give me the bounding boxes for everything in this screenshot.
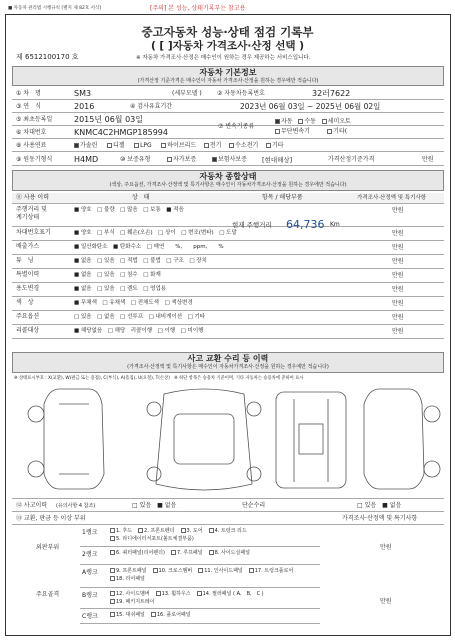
condition-row-unit: 만원: [392, 244, 404, 251]
part-label: 16. 플로어패널: [156, 612, 191, 618]
warranty-insurer: 보험사보증: [218, 156, 247, 163]
right-side-view: [364, 389, 440, 489]
part-checkbox[interactable]: [110, 536, 115, 541]
condition-row-label: 주행거리 및 계기상태: [16, 206, 47, 221]
rank-row: [80, 548, 320, 565]
checkbox-hydrogen[interactable]: [229, 143, 234, 148]
part-label: 3. 도어: [186, 528, 203, 534]
part-label: 11. 인사이드패널: [204, 568, 243, 574]
checkbox-insurer-warranty[interactable]: [212, 157, 217, 162]
part-label: 5. 라디에이터서포트(볼트체결부품): [116, 536, 194, 542]
condition-row-label: 차대번호표기: [16, 229, 51, 236]
rank-label: 1랭크: [82, 529, 98, 536]
trans-opt-manual: 수동: [304, 118, 316, 125]
simple-repair-options: □ 있음 ■ 없음: [357, 502, 402, 509]
condition-row-unit: 만원: [392, 328, 404, 335]
condition-row: [12, 228, 444, 241]
condition-row-options: ■ 없음 □ 있음 □ 침수 □ 화재: [74, 272, 161, 278]
part-checkbox[interactable]: [197, 591, 202, 596]
part-checkbox[interactable]: [151, 612, 156, 617]
regulation-note: ■ 자동차 관리법 시행규칙 [별지 제 82호 서식]: [8, 6, 102, 11]
condition-row: [12, 242, 444, 255]
condition-row-options: ■ 없음 □ 있음 □ 렌트 □ 영업용: [74, 286, 167, 292]
fuel-hybrid: 하이브리드: [167, 142, 197, 149]
condition-row-label: 리콜대상: [16, 327, 40, 334]
part-label: 10. 크로스멤버: [158, 568, 193, 574]
col-item: 항목 / 해당부품: [262, 194, 303, 201]
form-subtitle: ( [ ]자동차 가격조사·산정 선택 ): [150, 40, 305, 52]
condition-row-label: 색 상: [16, 299, 34, 306]
label-first-reg: ⑤ 최초등록일: [16, 116, 53, 123]
rank-parts: [110, 611, 315, 619]
basic-info-header: [12, 66, 444, 86]
part-label: 6. 쿼터패널(리어펜더): [116, 550, 165, 556]
part-checkbox[interactable]: [209, 550, 214, 555]
checkbox-auto[interactable]: [275, 119, 280, 124]
reference-note: [주의] 본 성능, 상태기록부는 참고용: [150, 5, 246, 12]
major-unit: 만원: [380, 598, 392, 605]
accident-options: □ 있음 ■ 없음: [132, 502, 177, 509]
history-title: 사고 교환 수리 등 이력: [187, 354, 269, 363]
trans-opt-semi: 세미오토: [327, 118, 351, 125]
condition-col-headers: [12, 193, 444, 204]
part-checkbox[interactable]: [156, 591, 161, 596]
condition-row-unit: 만원: [392, 300, 404, 307]
part-checkbox[interactable]: [110, 568, 115, 573]
checkbox-fuel-other[interactable]: [266, 143, 271, 148]
condition-header: [12, 170, 444, 191]
condition-row: [12, 326, 444, 339]
base-price-unit: 만원: [422, 156, 434, 163]
rank-row: [80, 610, 320, 624]
fuel-lpg: LPG: [140, 142, 152, 149]
row-fuel: [12, 140, 444, 152]
part-label: 1. 후드: [116, 528, 133, 534]
condition-row-unit: 만원: [392, 272, 404, 279]
part-label: 12. 사이드멤버: [116, 591, 150, 597]
label-exchange-price: 가격조사·산정액 및 특기사항: [342, 515, 418, 522]
fuel-electric: 전기: [209, 142, 222, 149]
warranty-self: 자가보증: [173, 156, 197, 163]
part-checkbox[interactable]: [209, 528, 214, 533]
col-price: 가격조사·산정액 및 특기사항: [357, 195, 427, 201]
part-checkbox[interactable]: [198, 568, 203, 573]
condition-title: 자동차 종합상태: [199, 172, 257, 181]
label-engine: ⑨ 원동기형식: [16, 156, 53, 163]
trans-opt-cvt: 무단변속기: [281, 128, 310, 135]
fuel-options: [74, 141, 284, 151]
label-mileage: 현재 주행거리: [232, 221, 272, 229]
first-reg-value: 2015년 06월 03일: [74, 115, 143, 124]
fuel-diesel: 디젤: [112, 142, 125, 149]
checkbox-hybrid[interactable]: [161, 143, 166, 148]
condition-row-label: 특별이력: [16, 271, 40, 278]
condition-row-label: 주요옵션: [16, 313, 40, 320]
part-checkbox[interactable]: [181, 528, 186, 533]
part-checkbox[interactable]: [153, 568, 158, 573]
condition-row: [12, 284, 444, 297]
part-label: 13. 휠하우스: [161, 591, 191, 597]
trans-opt-auto: 자동: [281, 118, 293, 125]
basic-info-note: (가격산정 기준가격은 매수인이 자동차 가격조사·산정을 원하는 경우에만 적습니다): [137, 78, 319, 84]
condition-row-unit: 만원: [392, 314, 404, 321]
row-accident: [12, 498, 444, 512]
part-checkbox[interactable]: [110, 599, 115, 604]
label-car-name: ① 차 명: [16, 90, 41, 97]
detail-model-label: (세부모델 ): [172, 90, 202, 97]
label-major-frame: 주요골격: [36, 591, 60, 598]
label-base-price: 가격산정기준가격: [328, 156, 375, 163]
checkbox-gasoline[interactable]: [74, 143, 79, 148]
part-label: 14. 필러패널 ( A, B, C ): [202, 591, 264, 597]
fuel-hydrogen: 수소전기: [235, 142, 259, 149]
vin-value: KNMC4C2HMGP185994: [74, 128, 168, 137]
condition-row: [12, 256, 444, 269]
part-checkbox[interactable]: [110, 591, 115, 596]
part-checkbox[interactable]: [110, 576, 115, 581]
engine-value: H4MD: [74, 155, 99, 164]
underbody-view: [276, 392, 346, 488]
label-warranty: ⑩ 보증유형: [120, 156, 151, 163]
condition-row-options: ■ 무채색 □ 유채색 □ 전체도색 □ 색상변경: [74, 300, 193, 306]
part-checkbox[interactable]: [249, 568, 254, 573]
condition-row: [12, 298, 444, 311]
condition-row-options: ■ 양호 □ 부식 □ 훼손(오손) □ 상이 □ 변조(변타) □ 도말: [74, 230, 237, 236]
col-state: 상 태: [132, 194, 150, 201]
label-year: ③ 연 식: [16, 103, 41, 110]
part-label: 18. 리어패널: [116, 576, 145, 582]
rank-parts: [110, 567, 315, 583]
checkbox-electric[interactable]: [204, 143, 209, 148]
car-name-value: SM3: [74, 89, 92, 98]
basic-info-title: 자동차 기본정보: [199, 68, 257, 77]
part-checkbox[interactable]: [110, 612, 115, 617]
left-side-view: [28, 389, 104, 489]
top-view: [147, 389, 261, 490]
row-car-name: [12, 88, 444, 100]
condition-row-unit: 만원: [392, 258, 404, 265]
condition-row-label: 튜 닝: [16, 257, 34, 264]
label-fuel: ⑧ 사용연료: [16, 142, 47, 149]
label-reg-number: ② 자동차등록번호: [217, 90, 265, 97]
label-accident: ⑫ 사고이력: [16, 502, 48, 509]
history-note: (가격조사·산정액 및 특기사항은 매수인이 자동차가격조사·산정을 원하는 경우에만 적습니다): [127, 364, 329, 370]
condition-row-unit: 만원: [392, 230, 404, 237]
fuel-gasoline: 가솔린: [80, 142, 98, 149]
rank-label: B랭크: [82, 592, 98, 599]
condition-row-unit: 만원: [392, 286, 404, 293]
part-label: 19. 패키지트레이: [116, 599, 155, 605]
outer-unit: 만원: [380, 544, 392, 551]
checkbox-diesel[interactable]: [107, 143, 112, 148]
condition-row-options: ■ 양호 □ 불량 □ 많음 □ 보통 ■ 적음: [74, 207, 184, 213]
rank-parts: [110, 527, 315, 543]
label-vin: ⑥ 차대번호: [16, 129, 47, 136]
rank-row: [80, 526, 320, 547]
part-label: 8. 사이드실패널: [214, 550, 250, 556]
rank-label: A랭크: [82, 569, 98, 576]
reg-number-value: 32러7622: [312, 89, 351, 98]
rank-row: [80, 589, 320, 609]
checkbox-trans-other[interactable]: [327, 129, 332, 134]
condition-row: [12, 312, 444, 325]
part-label: 2. 프론트펜더: [144, 528, 175, 534]
condition-note: (색상, 주요옵션, 가격조사·산정액 및 특기사항은 매수인이 자동차가격조사·산정을 원하는 경우에만 적습니다): [109, 182, 347, 188]
condition-row-options: ■ 해당없음 □ 해당 리콜이행 □ 이행 □ 미이행: [74, 328, 204, 334]
car-diagram: [14, 384, 442, 498]
trans-opt-other: 기타(: [333, 128, 348, 135]
rank-row: [80, 566, 320, 588]
warranty-company: [현대해상]: [262, 156, 293, 164]
service-note: ※ 자동차 가격조사·산정은 매수인이 원하는 경우 제공하는 서비스입니다.: [136, 55, 311, 61]
col-use-history: ⑪ 사용 이력: [16, 194, 49, 201]
transmission-options: [275, 117, 351, 137]
checkbox-self-warranty[interactable]: [167, 157, 172, 162]
mileage-value: 64,736: [286, 218, 325, 231]
part-checkbox[interactable]: [138, 528, 143, 533]
document-number: 제 6512100170 호: [16, 53, 79, 61]
year-value: 2016: [74, 102, 95, 111]
part-label: 15. 대쉬패널: [116, 612, 145, 618]
condition-row-label: 용도변경: [16, 285, 40, 292]
part-checkbox[interactable]: [171, 550, 176, 555]
part-checkbox[interactable]: [110, 550, 115, 555]
part-label: 4. 트렁크 리드: [214, 528, 247, 534]
rank-label: C랭크: [82, 613, 98, 620]
checkbox-cvt[interactable]: [275, 129, 280, 134]
accident-sub: (유의사항 4 참조): [56, 503, 96, 509]
rank-parts: [110, 590, 315, 606]
condition-row: [12, 205, 444, 227]
part-checkbox[interactable]: [110, 528, 115, 533]
part-label: 7. 루프패널: [176, 550, 203, 556]
history-header: [12, 352, 444, 373]
row-engine: [12, 153, 444, 166]
status-legend: ※ 상태표시부호 : X(교환), W(판금 또는 용접), C(부식), A(흠집), U(요철), T(손상) ※ 하단 항목은 승용차 기준이며, 기타 자동차는 승용차에 준하여 표시: [14, 376, 304, 381]
checkbox-manual[interactable]: [298, 119, 303, 124]
condition-row-options: □ 있음 □ 없음 □ 선루프 □ 내비게이션 □ 기타: [74, 314, 206, 320]
mileage-unit: Km: [330, 221, 340, 228]
row-year: [12, 101, 444, 113]
label-simple-repair: 단순수리: [242, 502, 266, 509]
label-inspection-valid: ④ 검사유효기간: [130, 103, 173, 110]
checkbox-semi[interactable]: [322, 119, 327, 124]
inspection-valid-value: 2023년 06월 03일 ~ 2025년 06월 02일: [240, 102, 381, 111]
part-label: 17. 트렁크플로어: [254, 568, 294, 574]
condition-row-options: ■ 일산화탄소 ■ 탄화수소 □ 매연 %, ppm, %: [74, 244, 224, 250]
label-exchange: ⑬ 교환, 판금 등 이상 부위: [16, 515, 86, 522]
condition-row-label: 배출가스: [16, 243, 40, 250]
row-exchange-header: [12, 513, 444, 525]
condition-row: [12, 270, 444, 283]
form-title: 중고자동차 성능·상태 점검 기록부: [141, 25, 314, 39]
rank-label: 2랭크: [82, 551, 98, 558]
checkbox-lpg[interactable]: [134, 143, 139, 148]
fuel-other: 기타: [271, 142, 284, 149]
rank-parts: [110, 549, 315, 557]
label-transmission: ⑦ 변속기종류: [218, 123, 255, 130]
label-outer-panel: 외판부위: [36, 544, 60, 551]
condition-row-options: ■ 없음 □ 있음 □ 적법 □ 불법 □ 구조 □ 장치: [74, 258, 207, 264]
condition-row-unit: 만원: [392, 207, 404, 214]
part-label: 9. 프론트패널: [116, 568, 147, 574]
